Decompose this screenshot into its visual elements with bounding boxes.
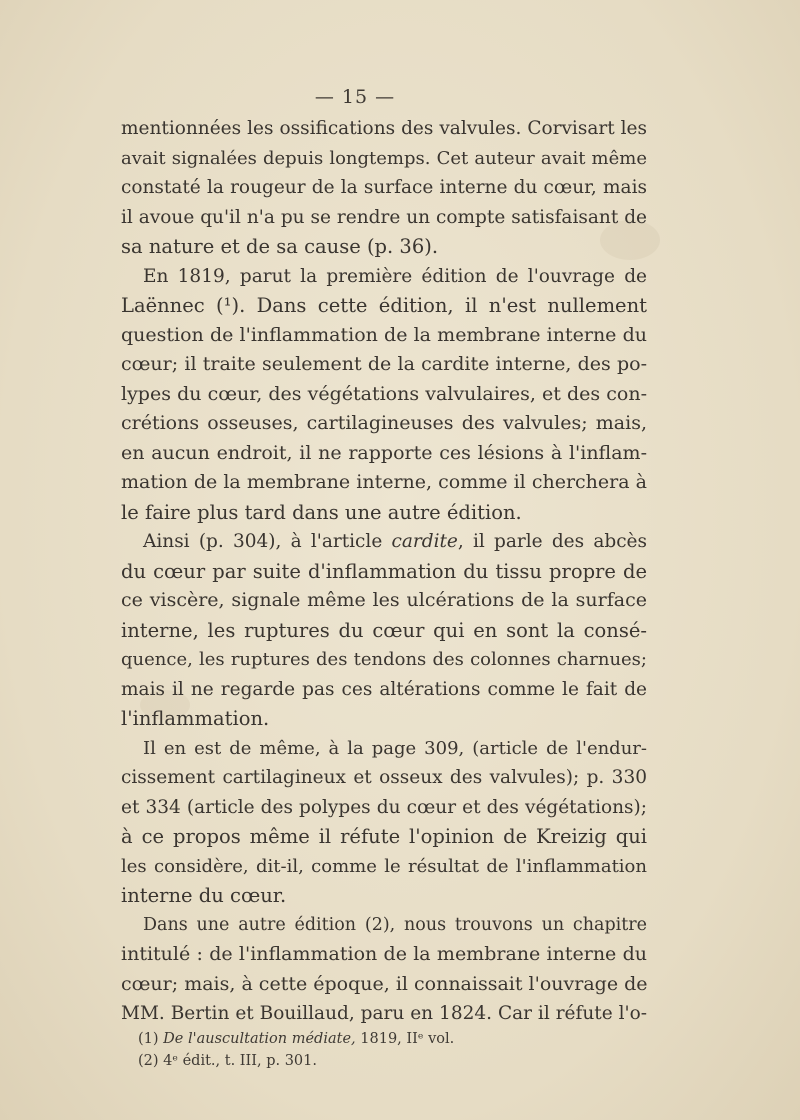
text-line: cœur; mais, à cette époque, il connaissait l'ouvrage de [121,972,648,995]
text-line: crétions osseuses, cartilagineuses des valvules; mais, [121,412,647,434]
text-line: Il en est de même, à la page 309, (article de l'endur- [143,737,647,759]
italic-term: cardite [391,531,458,552]
paragraph [121,527,647,734]
text-line: en aucun endroit, il ne rapporte ces lésions à l'inflam- [121,441,647,464]
text-line: cœur; il traite seulement de la cardite interne, des po- [121,353,647,375]
footnote-text: 4ᵉ édit., t. III, p. 301. [163,1053,317,1069]
paragraph [121,734,647,911]
footnote-marker: (1) [138,1031,159,1047]
text-line: sa nature et de sa cause (p. 36). [121,235,439,258]
text-line: à ce propos même il réfute l'opinion de Kreizig qui [121,825,647,848]
paragraph [121,114,647,262]
text-line: mation de la membrane interne, comme il cherchera à [121,471,647,493]
footnote [138,1050,558,1072]
text-line: Dans une autre édition (2), nous trouvons un chapitre [143,914,647,935]
text-line: lypes du cœur, des végétations valvulaires, et des con- [121,382,647,405]
text-line: constaté la rougeur de la surface interne du cœur, mais [121,177,647,198]
text-line: avait signalées depuis longtemps. Cet auteur avait même [121,147,647,169]
text-line: En 1819, parut la première édition de l'ouvrage de [143,265,647,287]
page-number: — 15 — [314,86,396,108]
text-line: mentionnées les ossifications des valvules. Corvisart les [121,118,647,139]
text-line: interne, les ruptures du cœur qui en sont la consé- [121,618,647,642]
text-line: le faire plus tard dans une autre édition. [121,500,522,524]
text-line: cissement cartilagineux et osseux des valvules); p. 330 [121,767,647,788]
text-line: Laënnec (¹). Dans cette édition, il n'est nullement [121,294,647,317]
text-line: ce viscère, signale même les ulcérations de la surface [121,589,647,611]
text-line: l'inflammation. [121,707,270,730]
text-line: mais il ne regarde pas ces altérations comme le fait de [121,678,647,700]
text-line: il avoue qu'il n'a pu se rendre un compte satisfaisant de [121,206,647,228]
text-line: question de l'inflammation de la membrane interne du [121,323,647,346]
footnotes [138,1028,558,1072]
footnote-text: 1819, IIᵉ vol. [355,1031,455,1047]
text-line: et 334 (article des polypes du cœur et des végétations); [121,796,647,818]
text-line: quence, les ruptures des tendons des colonnes charnues; [121,649,647,670]
paragraph [121,911,647,1029]
text-line: du cœur par suite d'inflammation du tissu propre de [121,559,647,583]
footnote-marker: (2) [138,1053,159,1069]
text-line: les considère, dit-il, comme le résultat de l'inflammation [121,855,647,877]
paragraph [121,262,647,528]
footnote-title: De l'auscultation médiate, [163,1031,356,1047]
text-line: intitulé : de l'inflammation de la membrane interne du [121,943,647,965]
body-text [121,114,647,1029]
text-line: interne du cœur. [121,884,287,907]
footnote [138,1028,558,1050]
text-line: MM. Bertin et Bouillaud, paru en 1824. Car il réfute l'o- [121,1003,647,1024]
text-line: Ainsi (p. 304), à l'article cardite, il parle des abcès [143,531,647,552]
